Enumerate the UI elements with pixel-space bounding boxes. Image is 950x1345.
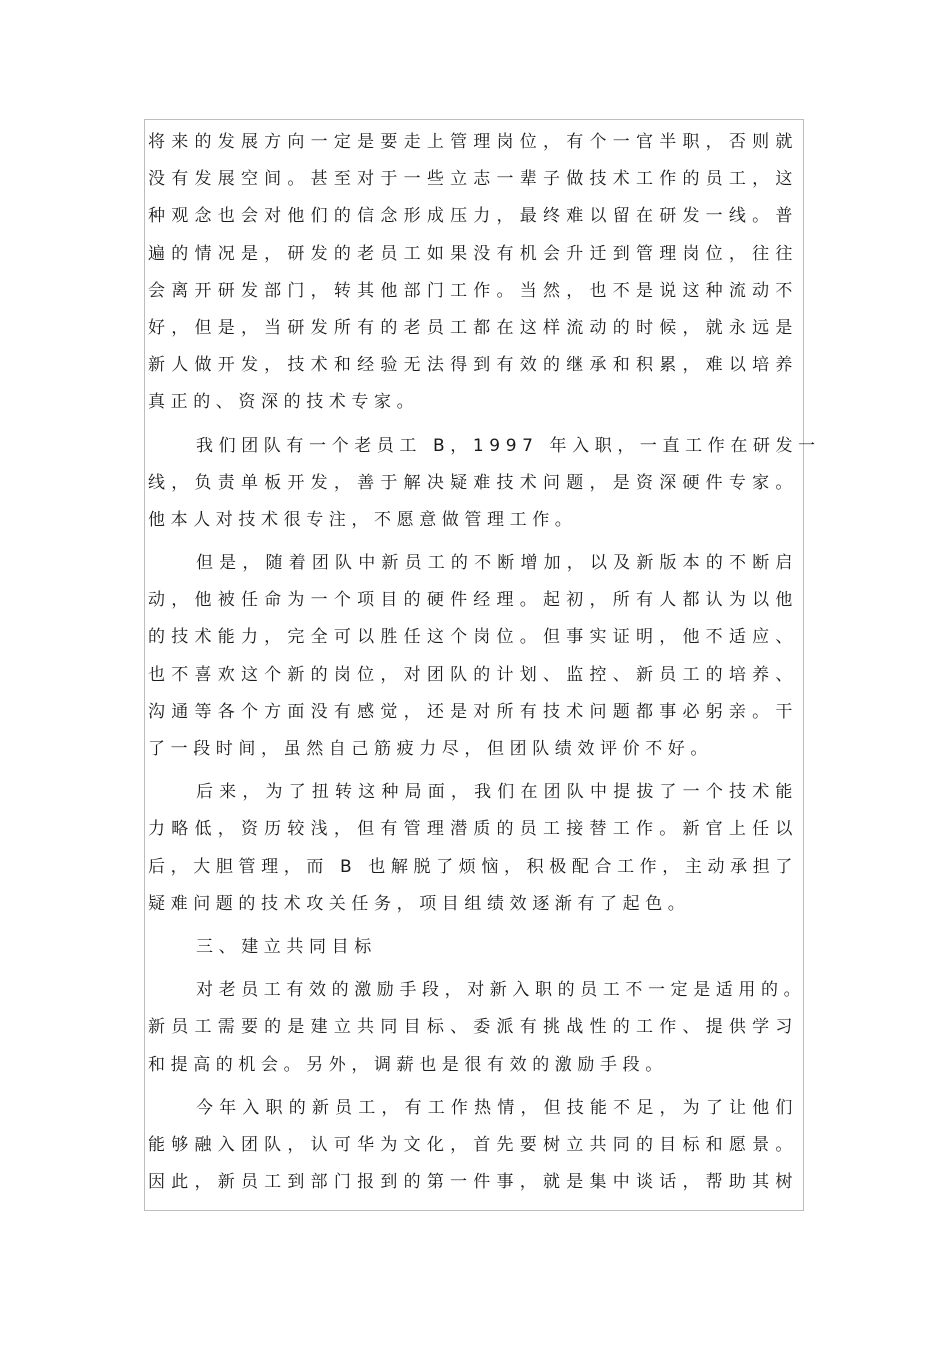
text-line: 好，但是，当研发所有的老员工都在这样流动的时候，就永远是	[148, 317, 798, 338]
document-body	[148, 124, 821, 1201]
paragraph	[148, 428, 821, 540]
text-line: 他本人对技术很专注，不愿意做管理工作。	[148, 509, 578, 530]
text-line: 我们团队有一个老员工 B，1997 年入职，一直工作在研发一	[196, 435, 821, 456]
text-line: 真正的、资深的技术专家。	[148, 392, 420, 413]
paragraph	[148, 545, 798, 768]
text-line: 后来，为了扭转这种局面，我们在团队中提拔了一个技术能	[196, 782, 798, 803]
text-line: 三、建立共同目标	[196, 936, 377, 957]
text-line: 动，他被任命为一个项目的硬件经理。起初，所有人都认为以他	[148, 590, 798, 611]
paragraph	[148, 1090, 798, 1202]
text-line: 疑难问题的技术攻关任务，项目组绩效逐渐有了起色。	[148, 893, 691, 914]
text-line: 但是，随着团队中新员工的不断增加，以及新版本的不断启	[196, 553, 798, 574]
text-line: 的技术能力，完全可以胜任这个岗位。但事实证明，他不适应、	[148, 627, 798, 648]
paragraph	[148, 929, 798, 966]
text-line: 将来的发展方向一定是要走上管理岗位，有个一官半职，否则就	[148, 132, 798, 152]
text-line: 种观念也会对他们的信念形成压力，最终难以留在研发一线。普	[148, 206, 798, 227]
text-line: 也不喜欢这个新的岗位，对团队的计划、监控、新员工的培养、	[148, 664, 798, 685]
text-line: 和提高的机会。另外，调薪也是很有效的激励手段。	[148, 1054, 668, 1075]
paragraph	[148, 774, 798, 923]
text-line: 遍的情况是，研发的老员工如果没有机会升迁到管理岗位，往往	[148, 243, 798, 264]
text-line: 能够融入团队，认可华为文化，首先要树立共同的目标和愿景。	[148, 1134, 798, 1155]
text-line: 线，负责单板开发，善于解决疑难技术问题，是资深硬件专家。	[148, 472, 798, 493]
text-line: 对老员工有效的激励手段，对新入职的员工不一定是适用的。	[196, 980, 807, 1001]
paragraph	[148, 972, 807, 1084]
text-line: 今年入职的新员工，有工作热情，但技能不足，为了让他们	[196, 1097, 798, 1118]
text-line: 了一段时间，虽然自己筋疲力尽，但团队绩效评价不好。	[148, 739, 713, 759]
text-line: 新员工需要的是建立共同目标、委派有挑战性的工作、提供学习	[148, 1017, 798, 1038]
text-line: 后，大胆管理，而 B 也解脱了烦恼，积极配合工作，主动承担了	[148, 856, 798, 877]
text-line: 没有发展空间。甚至对于一些立志一辈子做技术工作的员工，这	[148, 169, 798, 190]
text-line: 沟通等各个方面没有感觉，还是对所有技术问题都事必躬亲。干	[148, 701, 798, 722]
text-line: 力略低，资历较浅，但有管理潜质的员工接替工作。新官上任以	[148, 819, 798, 840]
paragraph	[148, 124, 798, 422]
text-line: 新人做开发，技术和经验无法得到有效的继承和积累，难以培养	[148, 355, 798, 376]
text-line: 会离开研发部门，转其他部门工作。当然，也不是说这种流动不	[148, 280, 798, 301]
text-line: 因此，新员工到部门报到的第一件事，就是集中谈话，帮助其树	[148, 1172, 798, 1193]
